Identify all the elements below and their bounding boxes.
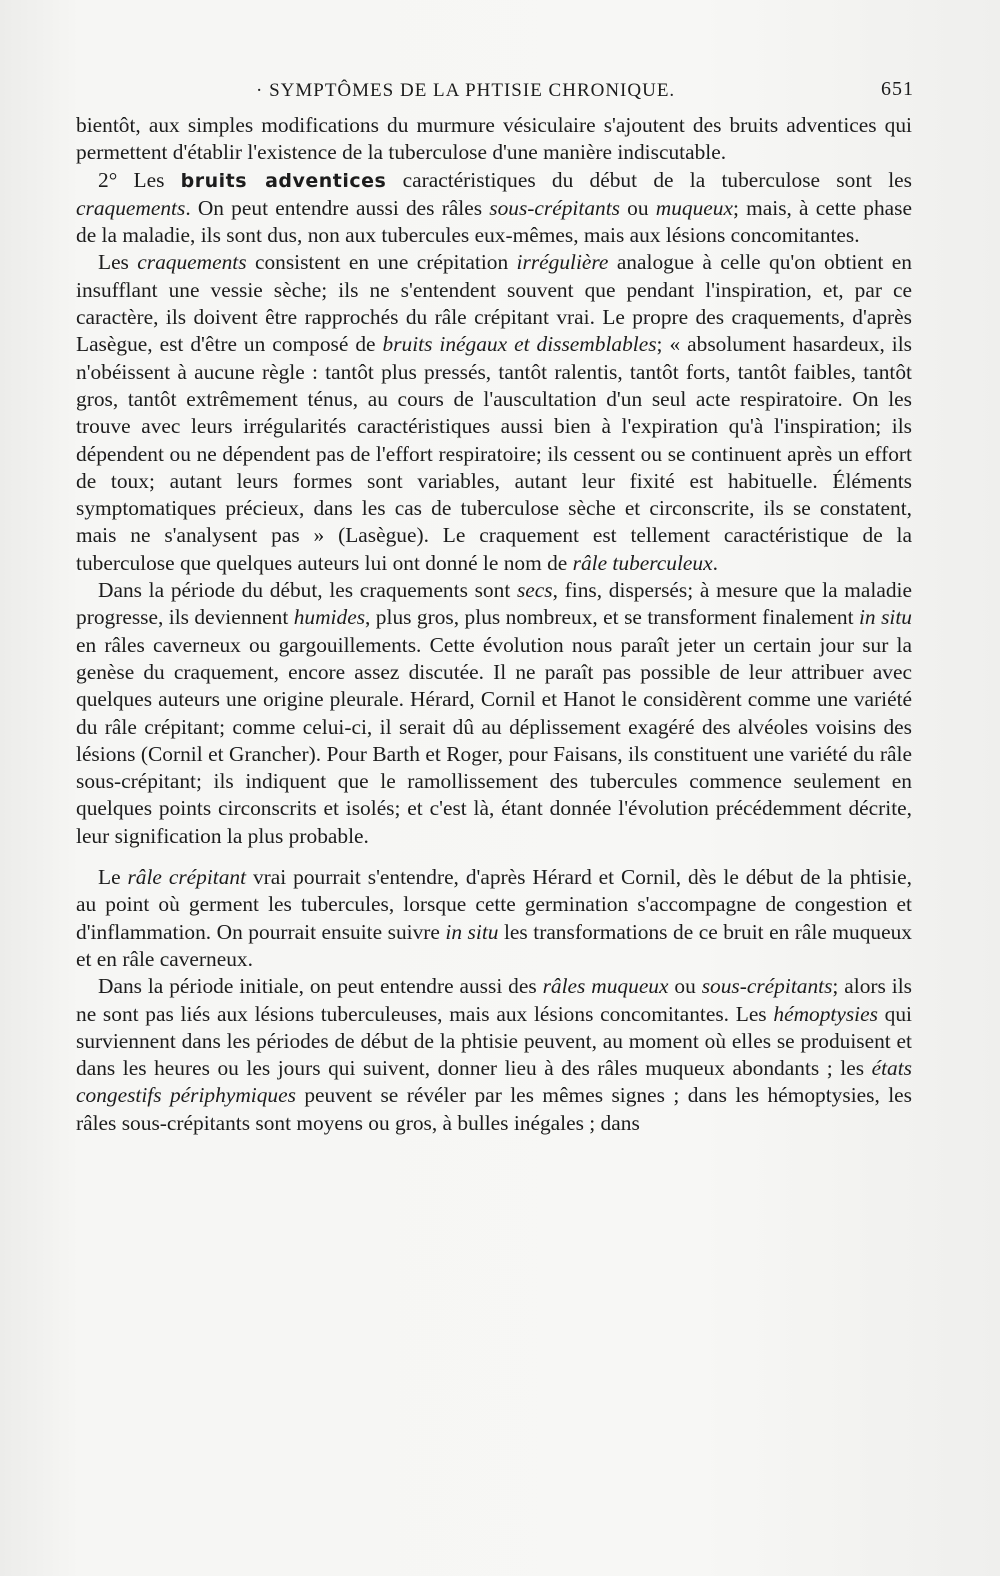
italic-term: humides [293,605,366,630]
text-run: peuvent se révéler par les mêmes signes ; dans les hémoptysies, les râles sous-crépitants sont moyens ou gros, à bulles inégales ; dans [76,1083,912,1135]
italic-term: muqueux [655,195,733,220]
italic-term: craquements [76,195,186,220]
text-run: caractéristiques du début de la tuberculose sont les [386,167,912,192]
italic-term: in situ [445,919,499,944]
text-run: vrai pourrait s'entendre, d'après Hérard et Cornil, dès le début de la phtisie, au point où germent les tubercules, lorsque cette germination s'accompagne de congestion et d'inflammation. On pourrait ensuite suivre [76,865,912,944]
italic-term: râle tuberculeux [572,550,713,575]
italic-term: bruits inégaux et dissemblables [382,332,657,357]
paragraph [76,249,912,577]
italic-term: râle crépitant [127,865,247,890]
text-run: en râles caverneux ou gargouillements. Cette évolution nous paraît jeter un certain jour sur la genèse du craquement, encore assez discutée. Il ne paraît pas possible de leur attribuer avec quelques auteurs une origine pleurale. Hérard, Cornil et Hanot le considèrent comme une variété du râle crépitant; comme celui-ci, il serait dû au déplissement exagéré des alvéoles voisins des lésions (Cornil et Grancher). Pour Barth et Roger, pour Faisans, ils constituent une variété du râle sous-crépitant; ils indiquent que le ramollissement des tubercules commence seulement en quelques points circonscrits et isolés; et c'est là, étant donnée l'évolution précédemment décrite, leur signification la plus probable. [76,632,912,848]
paragraph [76,864,912,973]
text-run: . On peut entendre aussi des râles [185,195,490,220]
text-run: Dans la période initiale, on peut entendre aussi des [98,974,543,999]
italic-term: sous-crépitants [701,974,833,999]
italic-term: râles muqueux [542,974,669,999]
italic-term: irrégulière [516,250,609,275]
page-header [76,76,914,106]
text-run: Dans la période du début, les craquements sont [98,578,517,603]
paragraph [76,577,912,850]
bold-term: bruits adventices [180,169,387,192]
text-run: qui surviennent dans les périodes de début de la phtisie peuvent, au moment où elles se produisent et dans les heures ou les jours qui suivent, donner lieu à des râles muqueux abondants ; les [76,1001,912,1081]
text-run: les transformations de ce bruit en râle muqueux et en râle caverneux. [76,919,912,971]
italic-term: craquements [137,250,247,275]
italic-term: hémoptysies [773,1001,878,1026]
italic-term: sous-crépitants [489,195,620,220]
text-run: . [712,550,718,575]
page-number: 651 [881,78,914,100]
text-run: analogue à celle qu'on obtient en insufflant une vessie sèche; ils ne s'entendent souvent que pendant l'inspiration, et, par ce caractère, ils doivent être rapprochés du râle crépitant vrai. Le propre des craquements, d'après Lasègue, est d'être un composé de [76,250,912,357]
text-run: ; alors ils ne sont pas liés aux lésions tuberculeuses, mais aux lésions concomitantes. Les [76,974,912,1026]
text-run: ou [668,974,702,999]
paragraph [76,167,912,250]
paragraph-continuation [76,112,912,167]
text-run: Le [98,865,128,890]
body-text [76,112,912,1137]
running-head: · SYMPTÔMES DE LA PHTISIE CHRONIQUE. [256,80,676,101]
paragraph [76,973,912,1137]
italic-term: in situ [858,605,912,630]
text-run: 2° Les [98,167,181,192]
text-run: , fins, dispersés; à mesure que la maladie progresse, ils deviennent [76,578,912,630]
text-run: Les [98,250,138,275]
italic-term: secs [516,578,553,603]
italic-term: états congestifs périphymiques [76,1056,912,1108]
text-run: , plus gros, plus nombreux, et se transforment finalement [365,605,859,630]
text-run: ; mais, à cette phase de la maladie, ils sont dus, non aux tubercules eux-mêmes, mais aux lésions concomitantes. [76,195,912,248]
text-run: consistent en une crépitation [246,250,517,275]
text-run: ; « absolument hasardeux, ils n'obéissent à aucune règle : tantôt plus pressés, tantôt ralentis, tantôt forts, tantôt faibles, tantôt gros, tantôt extrêmement ténus, au cours de l'auscultation d'un seul acte respiratoire. On les trouve avec leurs irrégularités caractéristiques aussi bien à l'expiration qu'à l'inspiration; ils dépendent ou ne dépendent pas de l'effort respiratoire; ils cessent ou se continuent après un effort de toux; autant leurs formes sont variables, autant leur fixité est habituelle. Éléments symptomatiques précieux, dans les cas de tuberculose sèche et circonscrite, ils se constatent, mais ne s'analysent pas » (Lasègue). Le craquement est tellement caractéristique de la tuberculose que quelques auteurs lui ont donné le nom de [76,332,913,575]
text-run: bientôt, aux simples modifications du murmure vésiculaire s'ajoutent des bruits adventices qui permettent d'établir l'existence de la tuberculose d'une manière indiscutable. [76,113,912,165]
text-run: ou [619,195,656,220]
